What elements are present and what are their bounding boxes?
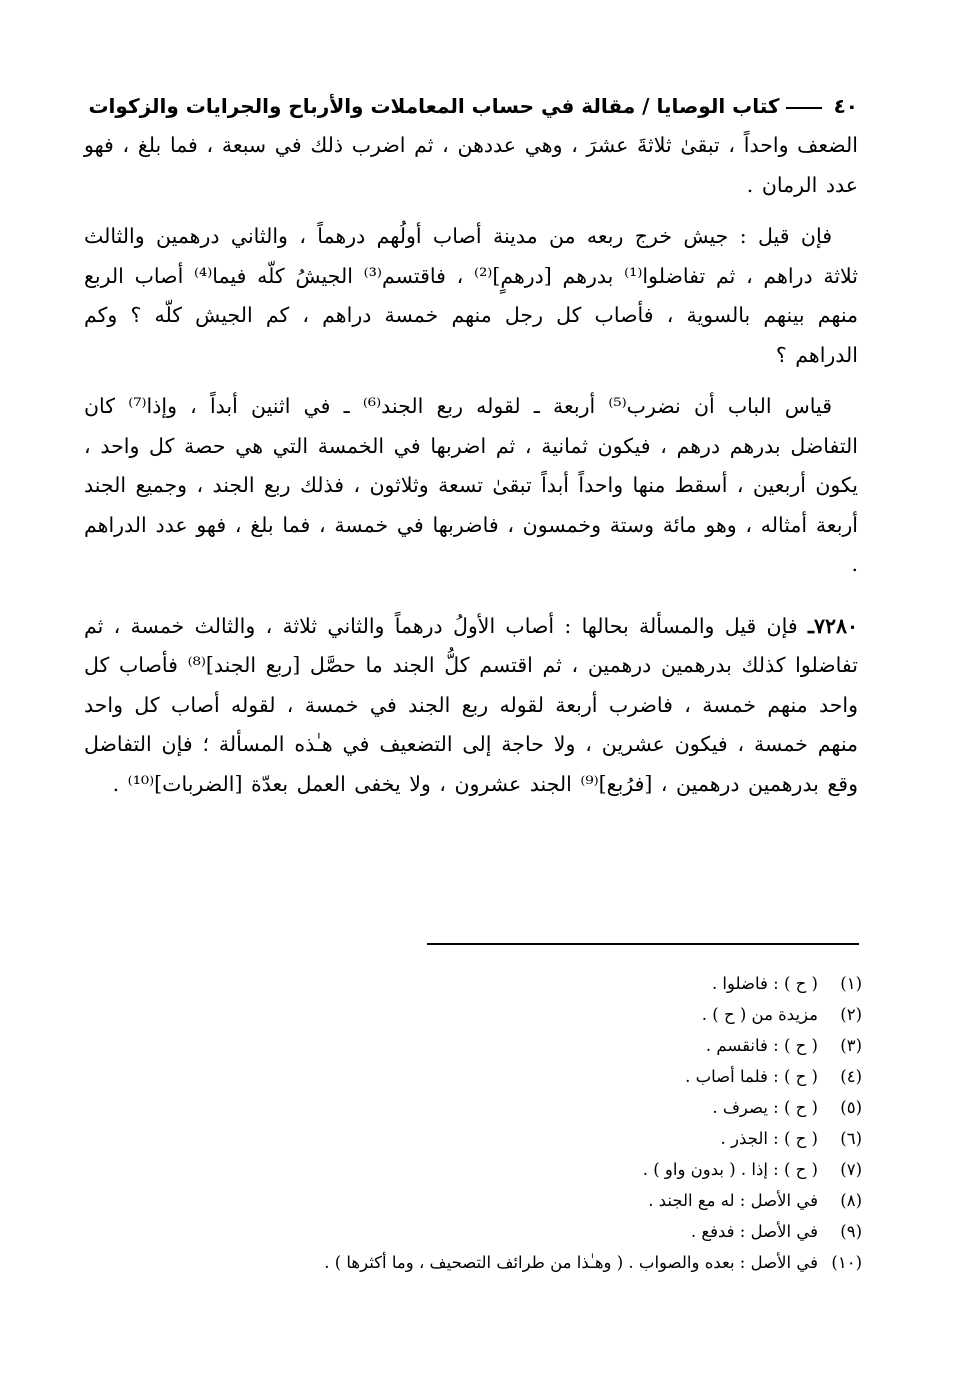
paragraph-2: فإن قيل : جيش خرج ربعه من مدينة أصاب أولُهم درهماً ، والثاني درهمين والثالث ثلاثة دراهم ، ثم تفاضلوا⁽¹⁾ بدرهم [درهمٍ]⁽²⁾ ، فاقتسم⁽³⁾ الجيشُ كلّه فيما⁽⁴⁾ أصاب الربع منهم بينهم بالسوية ، فأصاب كل رجل منهم خمسة دراهم ، كم الجيش كلّه ؟ وكم الدراهم ؟ bbox=[84, 224, 858, 367]
footnote-item bbox=[84, 999, 862, 1030]
footnote-text: ( ح ) : الجذر . bbox=[720, 1129, 818, 1148]
footnote-number: (١٠) bbox=[831, 1253, 862, 1272]
footnote-text: ( ح ) : يصرف . bbox=[712, 1098, 818, 1117]
footnote-text: ( ح ) : فلما أصاب . bbox=[685, 1067, 818, 1086]
issue-paragraph bbox=[84, 607, 858, 805]
footnote-number: (٣) bbox=[840, 1036, 862, 1055]
footnote-number: (٤) bbox=[840, 1067, 862, 1086]
footnote-item bbox=[84, 1092, 862, 1123]
footnote-item bbox=[84, 1247, 862, 1278]
book-title: كتاب الوصايا / مقالة في حساب المعاملات والأرباح والجرايات والزكوات bbox=[88, 94, 780, 118]
paragraph-1: الضعف واحداً ، تبقىٰ ثلاثةَ عشرَ ، وهي عددهن ، ثم اضرب ذلك في سبعة ، فما بلغ ، فهو عدد الرمان . bbox=[84, 133, 858, 197]
footnote-number: (٩) bbox=[840, 1222, 862, 1241]
footnote-number: (٥) bbox=[840, 1098, 862, 1117]
paragraph-3: قياس الباب أن نضرب⁽⁵⁾ أربعة ـ لقوله ربع الجند⁽⁶⁾ ـ في اثنين أبداً ، وإذا⁽⁷⁾ كان التفاضل بدرهم درهم ، فيكون ثمانية ، ثم اضربها في الخمسة التي هي حصة كل واحد ، يكون أربعين ، أسقط منها واحداً أبداً تبقىٰ تسعة وثلاثون ، فذلك ربع الجند ، وجميع الجند أربعة أمثاله ، وهو مائة وستة وخمسون ، فاضربها في خمسة ، فما بلغ ، فهو عدد الدراهم . bbox=[84, 394, 858, 576]
page-body bbox=[84, 86, 858, 816]
footnote-text: في الأصل : بعده والصواب . ( وهـٰذا من طرائف التصحيف ، وما أكثرها ) . bbox=[324, 1253, 818, 1272]
footnote-text: ( ح ) : فاضلوا . bbox=[711, 974, 818, 993]
footnote-text: في الأصل : له مع الجند . bbox=[648, 1191, 818, 1210]
footnote-text: مزيدة من ( ح ) . bbox=[701, 1005, 818, 1024]
footnote-item bbox=[84, 1030, 862, 1061]
footnote-text: في الأصل : فدفع . bbox=[690, 1222, 818, 1241]
header-dash bbox=[786, 107, 822, 109]
footnotes bbox=[84, 968, 862, 1278]
footnote-number: (٧) bbox=[840, 1160, 862, 1179]
footnote-text: ( ح ) : إذا . ( بدون واو ) . bbox=[642, 1160, 818, 1179]
page-number: ٤٠ bbox=[833, 94, 858, 118]
footnote-number: (١) bbox=[840, 974, 862, 993]
footnote-number: (٦) bbox=[840, 1129, 862, 1148]
footnote-item bbox=[84, 1061, 862, 1092]
footnote-item bbox=[84, 1185, 862, 1216]
footnote-separator bbox=[427, 943, 859, 945]
issue-text: فإن قيل والمسألة بحالها : أصاب الأولُ درهماً والثاني ثلاثة ، والثالث خمسة ، ثم تفاضلوا كذلك بدرهمين درهمين ، ثم اقتسم كلُّ الجند ما حصَّل [ربع الجند]⁽⁸⁾ فأصاب كل واحد منهم خمسة ، فاضرب أربعة لقوله ربع الجند في خمسة ، لقوله أصاب كل واحد منهم خمسة ، فيكون عشرين ، ولا حاجة إلى التضعيف في هـٰذه المسألة ؛ فإن التفاضل وقع بدرهمين درهمين ، [فرُبع]⁽⁹⁾ الجند عشرون ، ولا يخفى العمل بعدّة [الضربات]⁽¹⁰⁾ . bbox=[84, 613, 858, 796]
footnote-item bbox=[84, 968, 862, 999]
footnote-text: ( ح ) : فانقسم . bbox=[705, 1036, 818, 1055]
footnote-item bbox=[84, 1154, 862, 1185]
running-header bbox=[84, 86, 858, 126]
footnote-item bbox=[84, 1216, 862, 1247]
footnote-number: (٨) bbox=[840, 1191, 862, 1210]
footnote-item bbox=[84, 1123, 862, 1154]
issue-number: ٧٢٨٠ـ bbox=[807, 613, 858, 638]
footnote-number: (٢) bbox=[840, 1005, 862, 1024]
